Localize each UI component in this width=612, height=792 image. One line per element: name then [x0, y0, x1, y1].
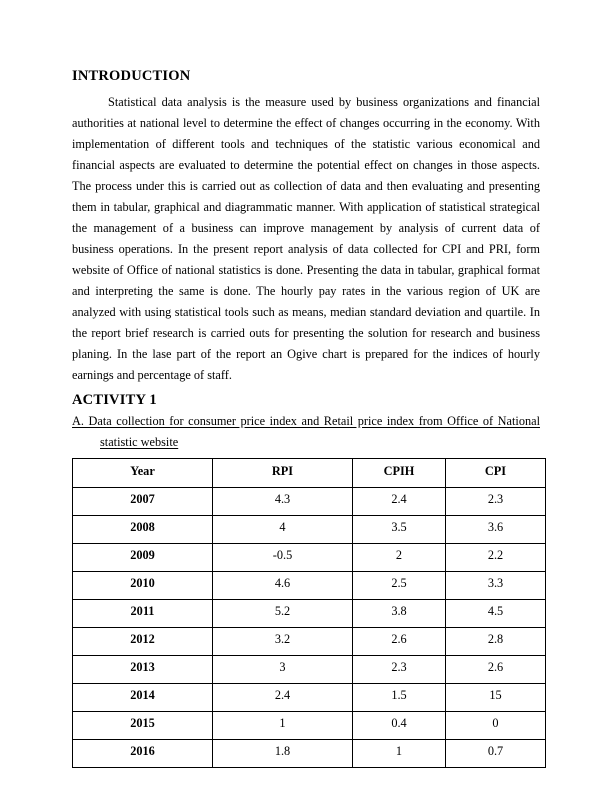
table-row: [73, 628, 546, 656]
value-cell: -0.5: [213, 544, 353, 572]
value-cell: 3.5: [353, 516, 446, 544]
table-row: [73, 544, 546, 572]
cpi-rpi-table: [72, 458, 546, 768]
table-row: [73, 600, 546, 628]
value-cell: 2.4: [353, 488, 446, 516]
value-cell: 4.6: [213, 572, 353, 600]
value-cell: 3.2: [213, 628, 353, 656]
value-cell: 2.5: [353, 572, 446, 600]
table-row: [73, 656, 546, 684]
value-cell: 2.3: [353, 656, 446, 684]
value-cell: 4: [213, 516, 353, 544]
table-row: [73, 712, 546, 740]
intro-paragraph: Statistical data analysis is the measure used by business organizations and financial authorities at national level to determine the effect of changes occurring in the economy. With implementation of different tools and techniques of the statistic various economical and financial aspects are evaluated to determine the potential effect on changes in those aspects. The process under this is carried out as collection of data and then evaluating and presenting them in tabular, graphical and diagrammatic manner. With application of statistical strategical the management of a business can improve management by analysis of current data of business operations. In the present report analysis of data collected for CPI and PRI, form website of Office of national statistics is done. Presenting the data in tabular, graphical format and interpreting the same is done. The hourly pay rates in the various region of UK are analyzed with using statistical tools such as means, median standard deviation and quartile. In the report brief research is carried outs for presenting the solution for research and business planing. In the lase part of the report an Ogive chart is prepared for the indices of hourly earnings and percentage of staff.: [72, 95, 540, 382]
value-cell: 3.8: [353, 600, 446, 628]
year-cell: 2009: [73, 544, 213, 572]
value-cell: 0.7: [446, 740, 546, 768]
header-cell-cpih: CPIH: [353, 459, 446, 488]
value-cell: 2.6: [353, 628, 446, 656]
value-cell: 1: [353, 740, 446, 768]
table-row: [73, 740, 546, 768]
year-cell: 2014: [73, 684, 213, 712]
year-cell: 2015: [73, 712, 213, 740]
value-cell: 1: [213, 712, 353, 740]
subtitle-line-2-text: statistic website: [100, 435, 179, 449]
value-cell: 3: [213, 656, 353, 684]
subtitle-line-1: [72, 411, 540, 432]
table-row: [73, 516, 546, 544]
year-cell: 2008: [73, 516, 213, 544]
value-cell: 1.8: [213, 740, 353, 768]
table-row: [73, 488, 546, 516]
value-cell: 3.6: [446, 516, 546, 544]
year-cell: 2012: [73, 628, 213, 656]
value-cell: 2.4: [213, 684, 353, 712]
header-cell-rpi: RPI: [213, 459, 353, 488]
header-cell-year: Year: [73, 459, 213, 488]
year-cell: 2016: [73, 740, 213, 768]
subtitle-line-2: [100, 432, 540, 453]
table-row: [73, 572, 546, 600]
subtitle-line-1-text: A. Data collection for consumer price index and Retail price index from Office of National: [72, 414, 540, 428]
value-cell: 4.3: [213, 488, 353, 516]
table-header-row: [73, 459, 546, 488]
value-cell: 2.8: [446, 628, 546, 656]
value-cell: 1.5: [353, 684, 446, 712]
cpi-rpi-table-body: [73, 488, 546, 768]
value-cell: 2: [353, 544, 446, 572]
year-cell: 2010: [73, 572, 213, 600]
value-cell: 2.2: [446, 544, 546, 572]
value-cell: 0: [446, 712, 546, 740]
year-cell: 2007: [73, 488, 213, 516]
year-cell: 2011: [73, 600, 213, 628]
header-cell-cpi: CPI: [446, 459, 546, 488]
value-cell: 2.3: [446, 488, 546, 516]
intro-heading: INTRODUCTION: [72, 68, 191, 84]
activity-heading: ACTIVITY 1: [72, 392, 157, 408]
value-cell: 2.6: [446, 656, 546, 684]
value-cell: 5.2: [213, 600, 353, 628]
table-row: [73, 684, 546, 712]
year-cell: 2013: [73, 656, 213, 684]
data-collection-subtitle: [72, 411, 540, 453]
value-cell: 3.3: [446, 572, 546, 600]
value-cell: 0.4: [353, 712, 446, 740]
value-cell: 4.5: [446, 600, 546, 628]
value-cell: 15: [446, 684, 546, 712]
